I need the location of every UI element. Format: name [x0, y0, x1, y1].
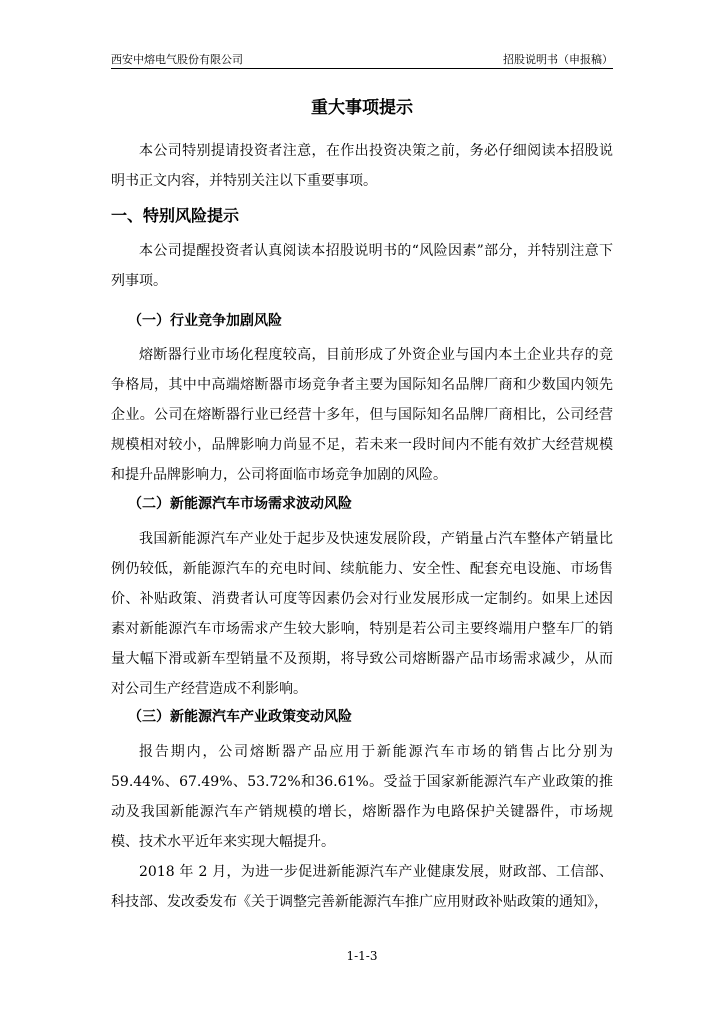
section-heading-special-risks: 一、特别风险提示: [111, 206, 240, 225]
policy-risk-paragraph-1: 报告期内，公司熔断器产品应用于新能源汽车市场的销售占比分别为59.44%、67.49%、53.72%和36.61%。受益于国家新能源汽车产业政策的推动及我国新能源汽车产销规模的增长，熔断器作为电路保护关键器件，市场规模、技术水平近年来实现大幅提升。: [111, 744, 613, 850]
subsection-heading-demand: （二）新能源汽车市场需求波动风险: [128, 496, 352, 512]
section-intro-paragraph: 本公司提醒投资者认真阅读本招股说明书的“风险因素”部分，并特别注意下列事项。: [111, 243, 613, 289]
header-document-type: 招股说明书（申报稿）: [503, 53, 613, 66]
header-company-name: 西安中熔电气股份有限公司: [111, 53, 243, 66]
demand-risk-paragraph: 我国新能源汽车产业处于起步及快速发展阶段，产销量占汽车整体产销量比例仍较低，新能源汽车的充电时间、续航能力、安全性、配套充电设施、市场售价、补贴政策、消费者认可度等因素仍会对行业发展形成一定制约。如果上述因素对新能源汽车市场需求产生较大影响，特别是若公司主要终端用户整车厂的销量大幅下滑或新车型销量不及预期，将导致公司熔断器产品市场需求减少，从而对公司生产经营造成不利影响。: [111, 531, 613, 697]
intro-paragraph: 本公司特别提请投资者注意，在作出投资决策之前，务必仔细阅读本招股说明书正文内容，并特别关注以下重要事项。: [111, 143, 613, 189]
competition-risk-paragraph: 熔断器行业市场化程度较高，目前形成了外资企业与国内本土企业共存的竞争格局，其中中高端熔断器市场竞争者主要为国际知名品牌厂商和少数国内领先企业。公司在熔断器行业已经营十多年，但与国际知名品牌厂商相比，公司经营规模相对较小，品牌影响力尚显不足，若未来一段时间内不能有效扩大经营规模和提升品牌影响力，公司将面临市场竞争加剧的风险。: [111, 347, 613, 483]
subsection-heading-competition: （一）行业竞争加剧风险: [128, 313, 282, 329]
page-number: 1-1-3: [346, 949, 378, 963]
policy-risk-paragraph-2: 2018 年 2 月，为进一步促进新能源汽车产业健康发展，财政部、工信部、科技部、发改委发布《关于调整完善新能源汽车推广应用财政补贴政策的通知》，: [111, 864, 613, 910]
document-title: 重大事项提示: [311, 98, 413, 118]
page-header: [111, 52, 613, 69]
subsection-heading-policy: （三）新能源汽车产业政策变动风险: [128, 709, 352, 725]
